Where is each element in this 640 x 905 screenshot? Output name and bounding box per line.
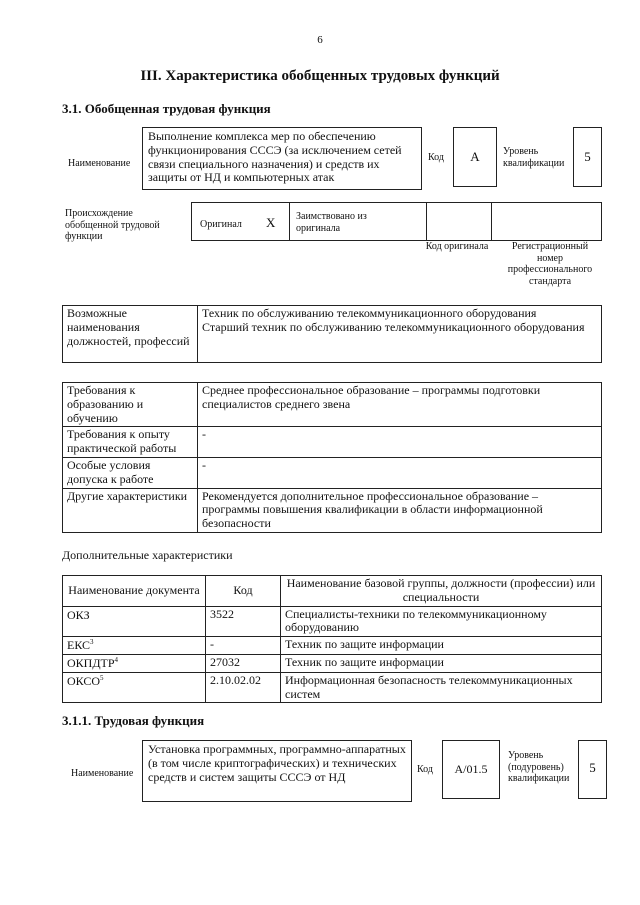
gtf-name-label: Наименование (68, 158, 131, 169)
doc-name: ОКЗ (67, 607, 90, 622)
gtf-name-box (142, 127, 422, 190)
reg-number-caption: Регистрационный номер профессионального стандарта (507, 241, 593, 287)
tf-name-label: Наименование (71, 768, 134, 779)
doc-name: ЕКС (67, 638, 91, 653)
doc-cell (63, 672, 206, 703)
positions-label: Возможные наименования должностей, профессий (63, 306, 198, 363)
section-title: III. Характеристика обобщенных трудовых функций (140, 68, 500, 84)
req-value: - (198, 457, 602, 488)
position-item: Техник по обслуживанию телекоммуникационного оборудования (202, 306, 537, 320)
req-label: Другие характеристики (63, 488, 198, 532)
tf-level-box (578, 740, 607, 799)
extra-table (62, 575, 602, 703)
name-cell: Техник по защите информации (281, 637, 602, 655)
tf-level-label: Уровень (подуровень) квалификации (508, 750, 570, 784)
col-header: Наименование базовой группы, должности (профессии) или специальности (281, 576, 602, 607)
code-cell: 2.10.02.02 (206, 672, 281, 703)
code-cell: 3522 (206, 606, 281, 637)
gtf-origin-label: Происхождение обобщенной трудовой функции (65, 208, 160, 242)
col-header: Наименование документа (63, 576, 206, 607)
name-cell: Специалисты-техники по телекоммуникационному оборудованию (281, 606, 602, 637)
requirements-table (62, 382, 602, 533)
tf-heading: 3.1.1. Трудовая функция (62, 713, 205, 728)
req-value: Среднее профессиональное образование – программы подготовки специалистов среднего звена (198, 383, 602, 427)
original-label: Оригинал (200, 219, 242, 230)
original-mark: X (266, 215, 276, 230)
gtf-code-box (453, 127, 497, 187)
code-cell: - (206, 637, 281, 655)
gtf-level-label: Уровень квалификации (503, 146, 565, 169)
name-cell: Техник по защите информации (281, 654, 602, 672)
req-label: Особые условия допуска к работе (63, 457, 198, 488)
tf-level-value: 5 (589, 760, 596, 775)
tf-name-box (142, 740, 412, 802)
doc-cell (63, 654, 206, 672)
doc-name: ОКПДТР (67, 655, 115, 670)
tf-name-value: Установка программных, программно-аппаратных (в том числе криптографических) и технических средств и систем защиты СССЭ от НД (148, 742, 406, 784)
gtf-level-box (573, 127, 602, 187)
doc-footnote: 4 (114, 655, 119, 664)
tf-code-label: Код (417, 764, 433, 775)
doc-name: ОКСО (67, 673, 101, 688)
req-value: - (198, 427, 602, 458)
doc-footnote: 5 (100, 673, 104, 682)
gtf-code-label: Код (428, 152, 444, 163)
gtf-origin-box (191, 202, 602, 241)
code-cell: 27032 (206, 654, 281, 672)
tf-code-box (442, 740, 500, 799)
req-label: Требования к опыту практической работы (63, 427, 198, 458)
col-header: Код (206, 576, 281, 607)
orig-code-caption: Код оригинала (425, 241, 489, 252)
doc-cell (63, 606, 206, 637)
gtf-level-value: 5 (584, 149, 591, 164)
doc-footnote: 3 (90, 638, 94, 647)
gtf-name-value: Выполнение комплекса мер по обеспечению функционирования СССЭ (за исключением сетей связи специального назначения) и средств их защиты от НД и компьютерных атак (148, 129, 402, 185)
borrowed-label: Заимствовано из оригинала (296, 211, 367, 234)
gtf-code-value: А (470, 149, 480, 164)
extra-heading: Дополнительные характеристики (62, 548, 233, 562)
positions-cell (198, 306, 602, 363)
req-label: Требования к образованию и обучению (63, 383, 198, 427)
doc-cell (63, 637, 206, 655)
positions-table (62, 305, 602, 363)
position-item: Старший техник по обслуживанию телекоммуникационного оборудования (202, 319, 585, 334)
name-cell: Информационная безопасность телекоммуникационных систем (281, 672, 602, 703)
tf-code-value: A/01.5 (454, 762, 488, 776)
req-value: Рекомендуется дополнительное профессиональное образование – программы повышения квалификации в области информационной безопасности (198, 488, 602, 532)
page-number: 6 (317, 34, 323, 46)
gtf-heading: 3.1. Обобщенная трудовая функция (62, 101, 271, 116)
